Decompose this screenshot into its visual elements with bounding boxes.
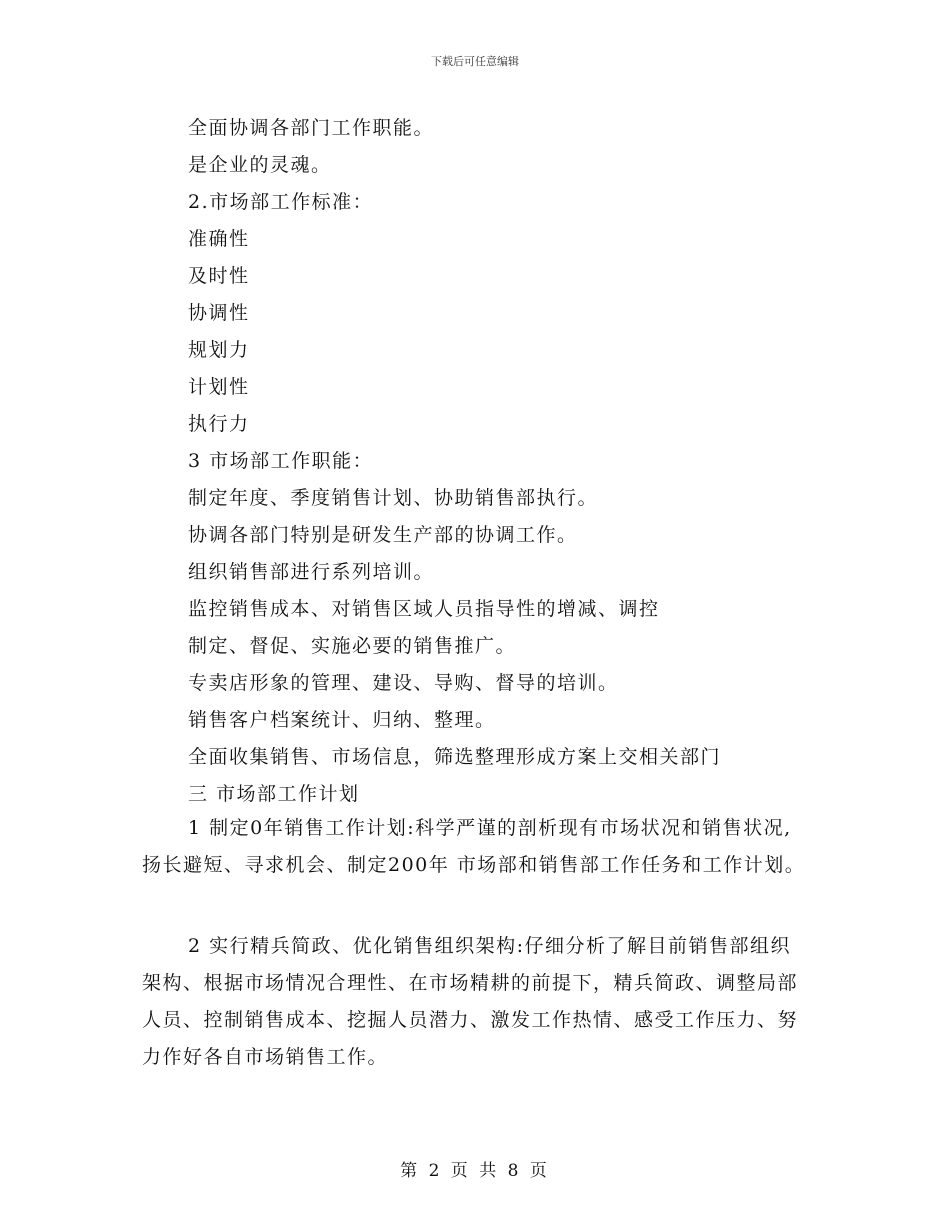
text-line: 全面协调各部门工作职能。 <box>188 117 435 139</box>
list-item: 制定年度、季度销售计划、协助销售部执行。 <box>188 487 599 509</box>
list-item: 及时性 <box>188 265 250 287</box>
text-line: 是企业的灵魂。 <box>188 154 332 176</box>
section-heading: 3 市场部工作职能： <box>188 450 374 472</box>
list-item: 全面收集销售、市场信息，筛选整理形成方案上交相关部门 <box>188 746 722 768</box>
list-item: 销售客户档案统计、归纳、整理。 <box>188 709 496 731</box>
list-item: 准确性 <box>188 228 250 250</box>
section-heading: 2.市场部工作标准： <box>188 191 374 213</box>
paragraph: 1 制定0年销售工作计划:科学严谨的剖析现有市场状况和销售状况,扬长避短、寻求机会、制定200年 市场部和销售部工作任务和工作计划。 <box>142 817 806 876</box>
list-item: 制定、督促、实施必要的销售推广。 <box>188 635 517 657</box>
list-item: 组织销售部进行系列培训。 <box>188 561 435 583</box>
page-header: 下载后可任意编辑 <box>431 55 519 68</box>
page-number: 第 2 页 共 8 页 <box>400 1161 550 1181</box>
list-item: 协调性 <box>188 302 250 324</box>
list-item: 监控销售成本、对销售区域人员指导性的增减、调控 <box>188 598 660 620</box>
list-item: 执行力 <box>188 413 250 435</box>
list-item: 协调各部门特别是研发生产部的协调工作。 <box>188 524 578 546</box>
list-item: 规划力 <box>188 339 250 361</box>
section-heading: 三 市场部工作计划 <box>188 783 360 805</box>
list-item: 计划性 <box>188 376 250 398</box>
paragraph: 2 实行精兵简政、优化销售组织架构:仔细分析了解目前销售部组织架构、根据市场情况合理性、在市场精耕的前提下，精兵简政、调整局部人员、控制销售成本、挖掘人员潜力、激发工作热情、感受工作压力、努力作好各自市场销售工作。 <box>142 935 799 1068</box>
list-item: 专卖店形象的管理、建设、导购、督导的培训。 <box>188 672 619 694</box>
